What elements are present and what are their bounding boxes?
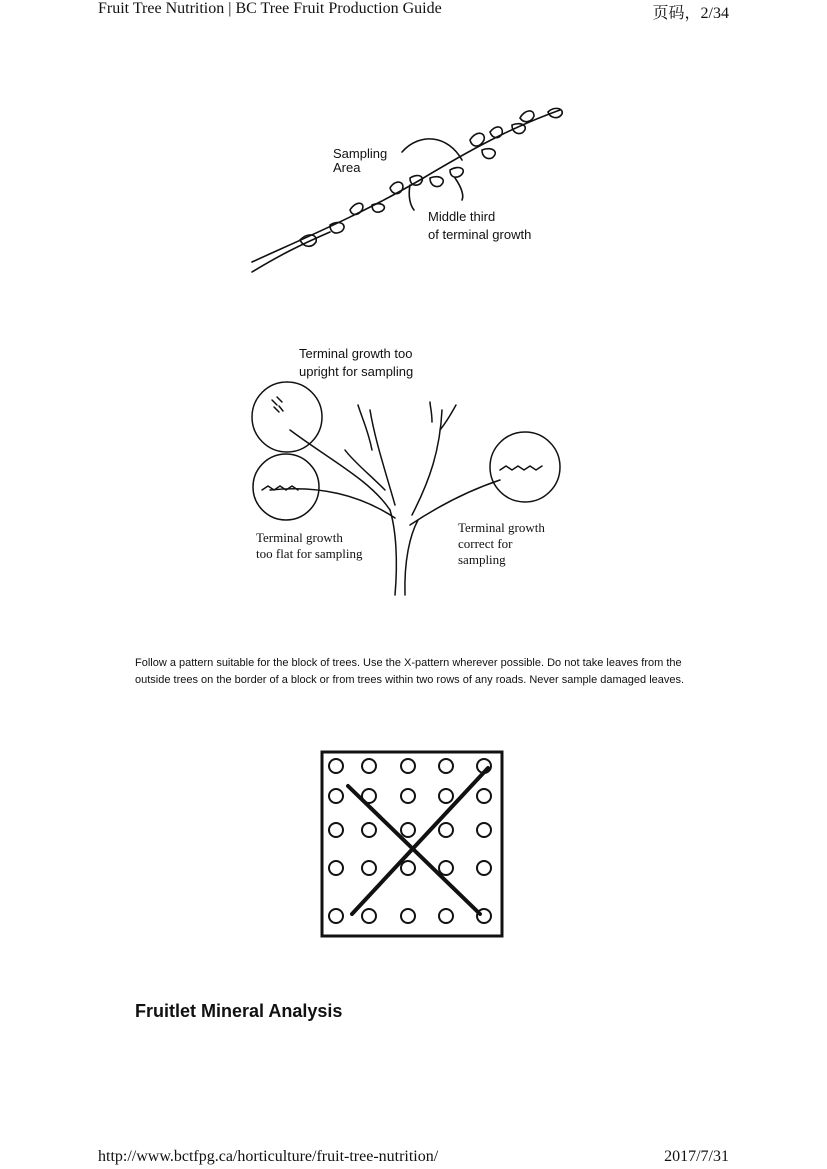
tree-circle: [439, 789, 453, 803]
tree-circle: [362, 909, 376, 923]
tree-circle: [477, 789, 491, 803]
tree-circle: [439, 861, 453, 875]
header-title: Fruit Tree Nutrition | BC Tree Fruit Production Guide: [98, 0, 442, 17]
label-middle-third-1: Middle third: [428, 209, 496, 224]
label-correct-3: sampling: [458, 552, 506, 567]
header-page-number: 页码，2/34: [652, 5, 729, 22]
section-title: Fruitlet Mineral Analysis: [135, 1001, 343, 1021]
tree-circle: [362, 823, 376, 837]
label-sampling-area-2: Area: [333, 160, 361, 175]
tree-circle: [401, 759, 415, 773]
tree-circle: [329, 861, 343, 875]
page-footer: [0, 1148, 827, 1168]
tree-circle: [329, 759, 343, 773]
tree-circle: [477, 823, 491, 837]
label-flat-2: too flat for sampling: [256, 546, 363, 561]
tree-circle: [329, 789, 343, 803]
tree-circle: [439, 909, 453, 923]
tree-circle: [401, 823, 415, 837]
instruction-paragraph: Follow a pattern suitable for the block of trees. Use the X-pattern wherever possible. Do not take leaves from the outside trees on the border of a block or from trees within two rows of any roads. Never sample damaged leaves.: [135, 657, 685, 686]
tree-circle: [401, 789, 415, 803]
label-sampling-area-1: Sampling: [333, 146, 388, 161]
label-upright-2: upright for sampling: [299, 364, 414, 379]
tree-circle: [329, 909, 343, 923]
tree-circle: [477, 861, 491, 875]
tree-circle: [362, 759, 376, 773]
footer-url: http://www.bctfpg.ca/horticulture/fruit-tree-nutrition/: [98, 1148, 439, 1165]
tree-circle: [439, 823, 453, 837]
shoot-sampling-illustration: [0, 0, 827, 300]
x-pattern-diagram: [0, 748, 827, 948]
tree-terminal-growth-illustration: [0, 330, 827, 650]
label-flat-1: Terminal growth: [256, 530, 343, 545]
tree-circle: [439, 759, 453, 773]
label-correct-1: Terminal growth: [458, 520, 545, 535]
label-upright-1: Terminal growth too: [299, 346, 413, 361]
label-correct-2: correct for: [458, 536, 513, 551]
label-middle-third-2: of terminal growth: [428, 227, 532, 242]
tree-circle: [362, 861, 376, 875]
tree-circle: [329, 823, 343, 837]
tree-circle: [401, 861, 415, 875]
tree-circle: [401, 909, 415, 923]
footer-date: 2017/7/31: [664, 1148, 729, 1165]
